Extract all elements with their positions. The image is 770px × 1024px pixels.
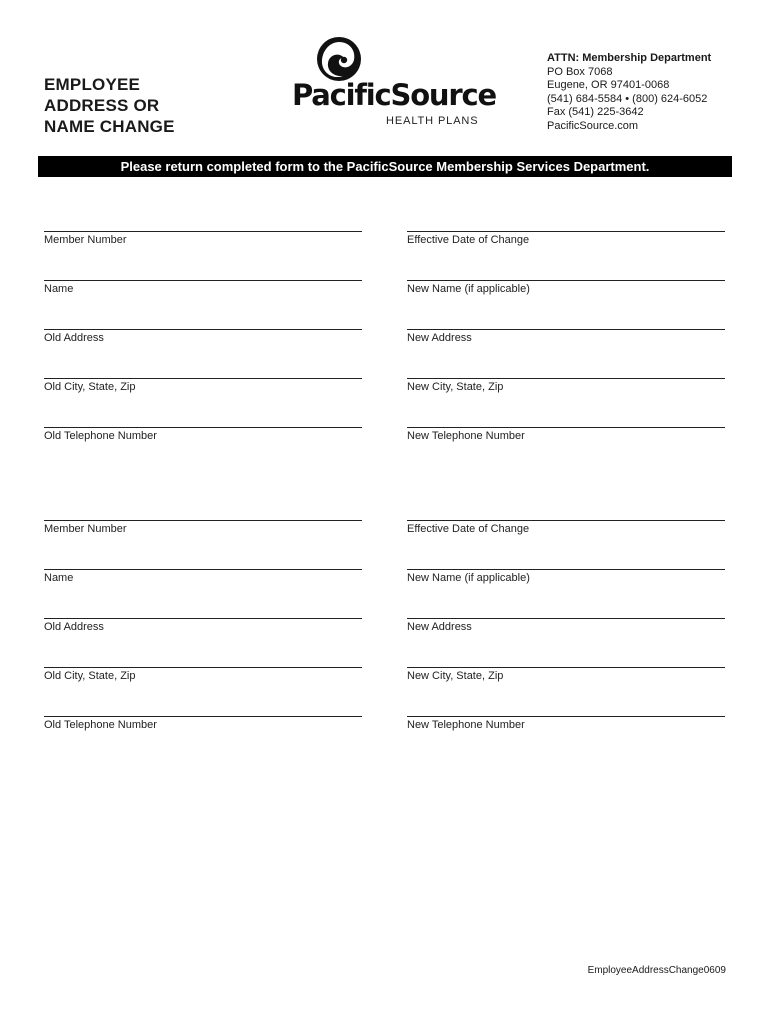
form-title: [44, 74, 244, 137]
field-label: New City, State, Zip: [407, 381, 504, 393]
field-label: Old Telephone Number: [44, 430, 157, 442]
field-line: [44, 569, 362, 570]
field-label: New Name (if applicable): [407, 283, 530, 295]
field-old-telephone[interactable]: [44, 427, 362, 442]
field-label: Name: [44, 572, 74, 584]
field-label: New City, State, Zip: [407, 670, 504, 682]
field-name-2[interactable]: [44, 569, 362, 584]
field-label: New Address: [407, 332, 472, 344]
field-line: [407, 618, 725, 619]
field-new-telephone-2[interactable]: [407, 716, 725, 731]
title-line: ADDRESS OR: [44, 96, 160, 115]
field-label: Effective Date of Change: [407, 523, 530, 535]
field-new-telephone[interactable]: [407, 427, 725, 442]
instructions-banner: Please return completed form to the PacificSource Membership Services Department.: [38, 156, 732, 177]
field-new-city-state-zip-2[interactable]: [407, 667, 725, 682]
contact-fax: Fax (541) 225-3642: [547, 106, 644, 119]
field-new-name[interactable]: [407, 280, 725, 295]
field-line: [44, 427, 362, 428]
field-effective-date[interactable]: [407, 231, 725, 246]
field-line: [44, 280, 362, 281]
field-old-address-2[interactable]: [44, 618, 362, 633]
logo-wordmark: PacificSource: [292, 78, 496, 112]
field-label: New Telephone Number: [407, 719, 525, 731]
field-label: Old City, State, Zip: [44, 670, 136, 682]
field-old-city-state-zip[interactable]: [44, 378, 362, 393]
field-new-address[interactable]: [407, 329, 725, 344]
field-label: Old Address: [44, 621, 104, 633]
field-line: [407, 667, 725, 668]
field-line: [44, 667, 362, 668]
contact-attn: ATTN: Membership Department: [547, 52, 712, 64]
field-new-city-state-zip[interactable]: [407, 378, 725, 393]
title-line: EMPLOYEE: [44, 75, 141, 94]
field-old-address[interactable]: [44, 329, 362, 344]
field-line: [44, 520, 362, 521]
field-label: New Address: [407, 621, 472, 633]
field-label: Name: [44, 283, 74, 295]
field-line: [44, 618, 362, 619]
field-line: [407, 569, 725, 570]
form-code: EmployeeAddressChange0609: [587, 965, 726, 976]
logo-subtitle: HEALTH PLANS: [386, 115, 479, 127]
swirl-logo-icon: [316, 36, 362, 82]
field-line: [407, 231, 725, 232]
contact-website[interactable]: PacificSource.com: [547, 119, 639, 132]
field-line: [407, 280, 725, 281]
contact-block: [547, 52, 711, 134]
field-line: [44, 329, 362, 330]
field-new-address-2[interactable]: [407, 618, 725, 633]
pacificsource-logo: [292, 36, 496, 132]
field-line: [44, 716, 362, 717]
field-member-number-2[interactable]: [44, 520, 362, 535]
field-old-city-state-zip-2[interactable]: [44, 667, 362, 682]
contact-phones: (541) 684-5584 • (800) 624-6052: [547, 92, 708, 105]
field-old-telephone-2[interactable]: [44, 716, 362, 731]
field-new-name-2[interactable]: [407, 569, 725, 584]
field-line: [407, 716, 725, 717]
field-name[interactable]: [44, 280, 362, 295]
field-line: [407, 378, 725, 379]
contact-po-box: PO Box 7068: [547, 65, 613, 78]
field-line: [44, 378, 362, 379]
field-line: [407, 520, 725, 521]
contact-city: Eugene, OR 97401-0068: [547, 79, 670, 92]
field-label: New Name (if applicable): [407, 572, 530, 584]
title-line: NAME CHANGE: [44, 117, 175, 136]
field-label: Old City, State, Zip: [44, 381, 136, 393]
field-line: [407, 427, 725, 428]
field-line: [44, 231, 362, 232]
field-label: Member Number: [44, 523, 127, 535]
field-member-number[interactable]: [44, 231, 362, 246]
field-line: [407, 329, 725, 330]
field-effective-date-2[interactable]: [407, 520, 725, 535]
field-label: Effective Date of Change: [407, 234, 530, 246]
field-label: Old Address: [44, 332, 104, 344]
field-label: Old Telephone Number: [44, 719, 157, 731]
field-label: Member Number: [44, 234, 127, 246]
field-label: New Telephone Number: [407, 430, 525, 442]
